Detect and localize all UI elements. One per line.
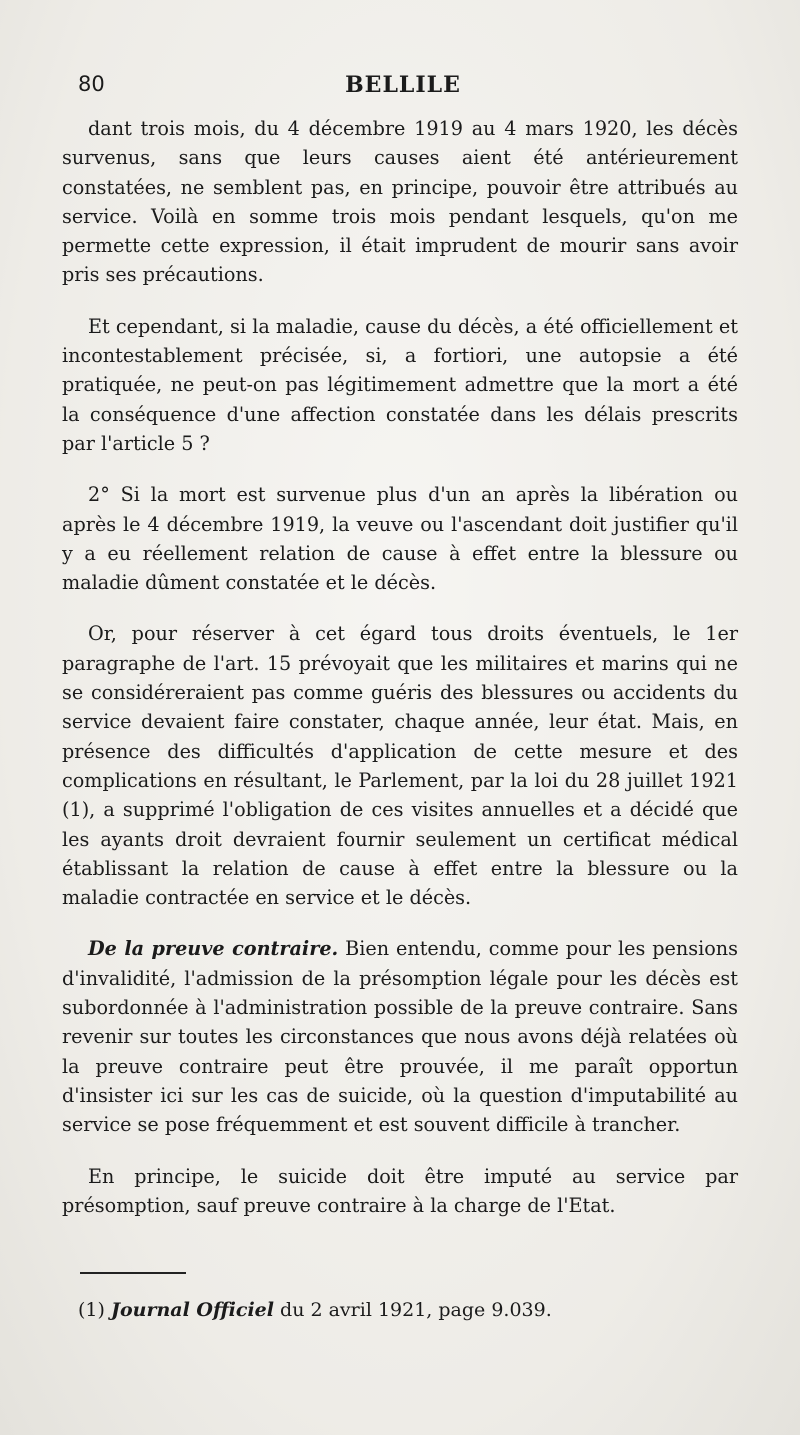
paragraph-text: Et cependant, si la maladie, cause du décès, a été officiellement et incontestablement précisée, si, a fortiori, une autopsie a été pratiquée, ne peut-on pas légitimement admettre que la mort a été la conséquence d'une affection constatée dans les délais prescrits par l'article 5 ? [62, 314, 738, 455]
footnote [78, 1296, 738, 1324]
footnote-text: du 2 avril 1921, page 9.039. [274, 1299, 552, 1321]
footnote-journal-title: Journal Officiel [110, 1299, 274, 1321]
paragraph-text: dant trois mois, du 4 décembre 1919 au 4 mars 1920, les décès survenus, sans que leurs causes aient été antérieurement constatées, ne semblent pas, en principe, pouvoir être attribués au service. Voilà en somme trois mois pendant lesquels, qu'on me permette cette expression, il était imprudent de mourir sans avoir pris ses précautions. [62, 117, 738, 287]
paragraph [62, 480, 738, 597]
paragraph [62, 114, 738, 290]
section-lead-heading: De la preuve contraire. [88, 937, 339, 961]
paragraph [62, 619, 738, 912]
paragraph-text: Or, pour réserver à cet égard tous droits éventuels, le 1er paragraphe de l'art. 15 prévoyait que les militaires et marins qui ne se considéreraient pas comme guéris des blessures ou accidents du service devaient faire constater, chaque année, leur état. Mais, en présence des difficultés d'application de cette mesure et des complications en résultant, le Parlement, par la loi du 28 juillet 1921 (1), a supprimé l'obligation de ces visites annuelles et a décidé que les ayants droit devraient fournir seulement un certificat médical établissant la relation de cause à effet entre la blessure ou la maladie contractée en service et le décès. [62, 622, 738, 910]
page-number: 80 [78, 72, 105, 96]
footnote-divider [80, 1272, 186, 1274]
page-header [78, 72, 728, 102]
paragraph [62, 934, 738, 1139]
footnote-marker: (1) [78, 1299, 105, 1321]
paragraph-text: En principe, le suicide doit être imputé au service par présomption, sauf preuve contraire à la charge de l'Etat. [62, 1164, 738, 1217]
paragraph [62, 1162, 738, 1221]
paragraph [62, 312, 738, 458]
paragraph-text: Bien entendu, comme pour les pensions d'invalidité, l'admission de la présomption légale pour les décès est subordonnée à l'administration possible de la preuve contraire. Sans revenir sur toutes les circonstances que nous avons déjà relatées où la preuve contraire peut être prouvée, il me paraît opportun d'insister ici sur les cas de suicide, où la question d'imputabilité au service se pose fréquemment et est souvent difficile à trancher. [62, 937, 738, 1137]
body-text [62, 114, 738, 1242]
paragraph-text: 2° Si la mort est survenue plus d'un an après la libération ou après le 4 décembre 1919, la veuve ou l'ascendant doit justifier qu'il y a eu réellement relation de cause à effet entre la blessure ou maladie dûment constatée et le décès. [62, 483, 738, 595]
running-title: BELLILE [345, 72, 461, 98]
